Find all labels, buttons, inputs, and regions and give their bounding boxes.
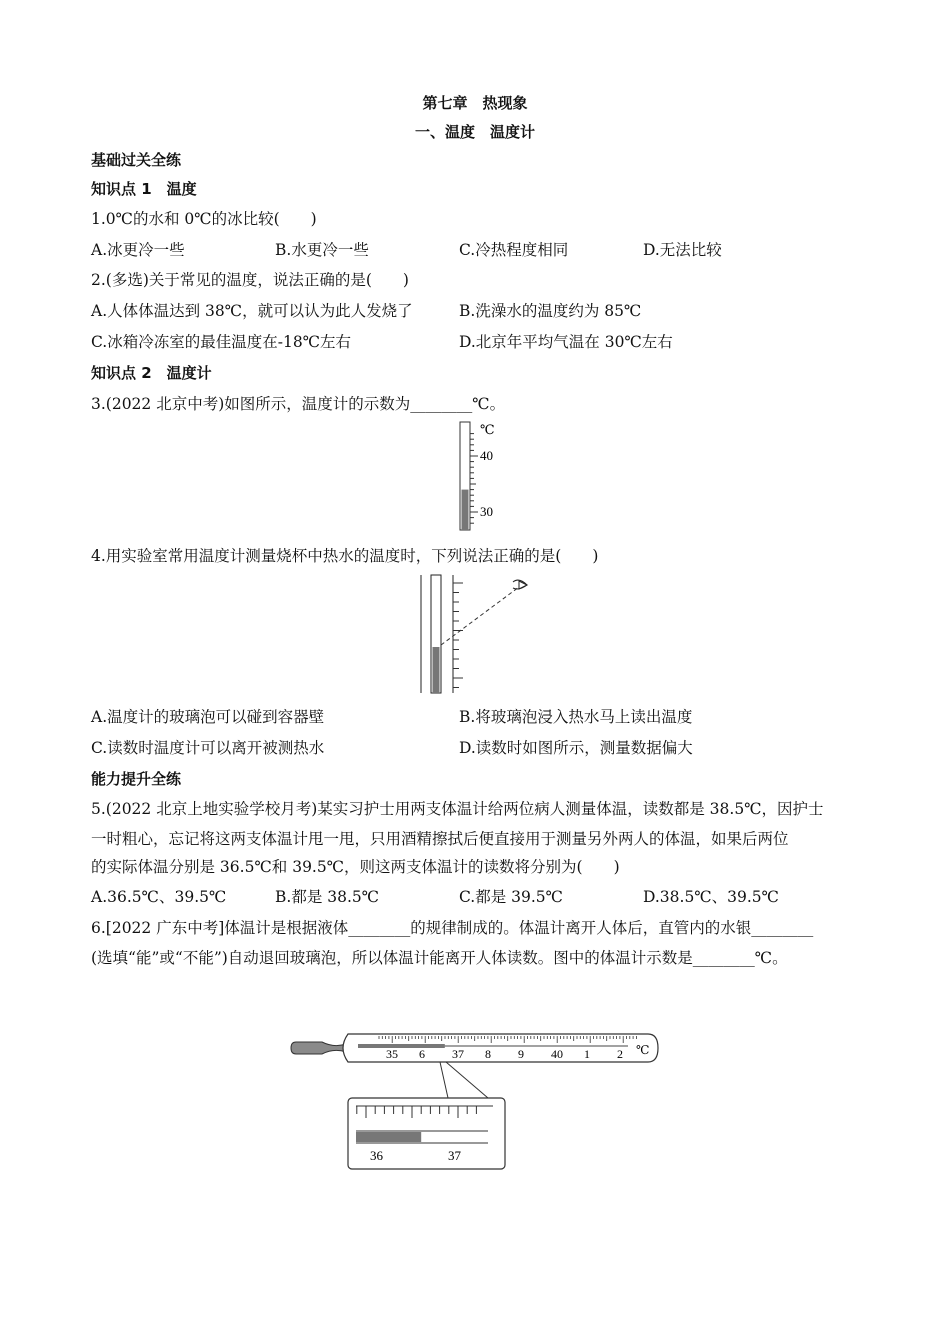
q1-stem: 1.0℃的水和 0℃的冰比较( ) <box>91 210 317 228</box>
q5-line-2: 一时粗心，忘记将这两支体温计甩一甩，只用酒精擦拭后便直接用于测量另外两人的体温，如果后两位 <box>91 830 789 848</box>
q4-reading-angle-figure <box>415 573 535 698</box>
q6-clinical-thermometer-figure <box>288 1028 663 1173</box>
zoom-mercury <box>356 1132 421 1142</box>
q5-line-3: 的实际体温分别是 36.5℃和 39.5℃，则这两支体温计的读数将分别为( ) <box>91 858 620 876</box>
q2-option-c: C.冰箱冷冻室的最佳温度在-18℃左右 <box>91 333 352 351</box>
chapter-title: 第七章 热现象 <box>422 94 528 112</box>
q5-option-a: A.36.5℃、39.5℃ <box>91 888 227 906</box>
q6-scale-label-1: 6 <box>419 1047 425 1061</box>
q3-stem: 3.(2022 北京中考)如图所示，温度计的示数为________℃。 <box>91 395 506 413</box>
q4-option-b: B.将玻璃泡浸入热水马上读出温度 <box>459 708 693 726</box>
q6-scale-label-5: 40 <box>551 1047 563 1061</box>
q6-line-2: (选填“能”或“不能”)自动退回玻璃泡，所以体温计能离开人体读数。图中的体温计示数是________℃。 <box>91 949 788 967</box>
knowledge-point-2: 知识点 2 温度计 <box>91 364 212 382</box>
unit-label: ℃ <box>480 422 495 437</box>
mercury-column <box>358 1044 445 1048</box>
zoom-connector-right <box>446 1062 488 1098</box>
q6-scale-label-7: 2 <box>617 1047 623 1061</box>
scale-ticks <box>470 434 478 524</box>
q4-option-c: C.读数时温度计可以离开被测热水 <box>91 739 325 757</box>
q2-option-b: B.洗澡水的温度约为 85℃ <box>459 302 642 320</box>
knowledge-point-1: 知识点 1 温度 <box>91 180 197 198</box>
liquid-column <box>433 647 440 693</box>
q5-option-d: D.38.5℃、39.5℃ <box>643 888 780 906</box>
q6-scale-label-6: 1 <box>584 1047 590 1061</box>
tick-label-40: 40 <box>480 448 493 463</box>
basic-practice-header: 基础过关全练 <box>91 151 182 169</box>
q6-scale-label-3: 8 <box>485 1047 491 1061</box>
q1-option-b: B.水更冷一些 <box>275 241 369 259</box>
zoom-label-37: 37 <box>448 1148 461 1163</box>
unit-label: ℃ <box>636 1043 650 1057</box>
q6-scale-label-2: 37 <box>452 1047 464 1061</box>
q4-option-a: A.温度计的玻璃泡可以碰到容器壁 <box>91 708 325 726</box>
q6-line-1: 6.[2022 广东中考]体温计是根据液体________的规律制成的。体温计离开人体后，直管内的水银________ <box>91 919 814 937</box>
q1-option-a: A.冰更冷一些 <box>91 241 185 259</box>
zoom-connector-left <box>440 1062 448 1098</box>
q1-option-d: D.无法比较 <box>643 241 722 259</box>
q2-stem: 2.(多选)关于常见的温度，说法正确的是( ) <box>91 271 409 289</box>
q6-scale-label-0: 35 <box>386 1047 398 1061</box>
ability-practice-header: 能力提升全练 <box>91 770 182 788</box>
q4-option-d: D.读数时如图所示，测量数据偏大 <box>459 739 693 757</box>
q5-line-1: 5.(2022 北京上地实验学校月考)某实习护士用两支体温计给两位病人测量体温，读数都是 38.5℃，因护士 <box>91 800 824 818</box>
q2-option-a: A.人体体温达到 38℃，就可以认为此人发烧了 <box>91 302 413 320</box>
q3-thermometer-figure <box>448 420 508 532</box>
q1-option-c: C.冷热程度相同 <box>459 241 569 259</box>
q4-stem: 4.用实验室常用温度计测量烧杯中热水的温度时，下列说法正确的是( ) <box>91 547 599 565</box>
liquid-column <box>462 490 469 530</box>
q5-option-c: C.都是 39.5℃ <box>459 888 564 906</box>
zoom-label-36: 36 <box>370 1148 383 1163</box>
q6-scale-label-4: 9 <box>518 1047 524 1061</box>
q5-option-b: B.都是 38.5℃ <box>275 888 380 906</box>
tick-label-30: 30 <box>480 504 493 519</box>
q2-option-d: D.北京年平均气温在 30℃左右 <box>459 333 673 351</box>
section-title: 一、温度 温度计 <box>414 123 535 141</box>
